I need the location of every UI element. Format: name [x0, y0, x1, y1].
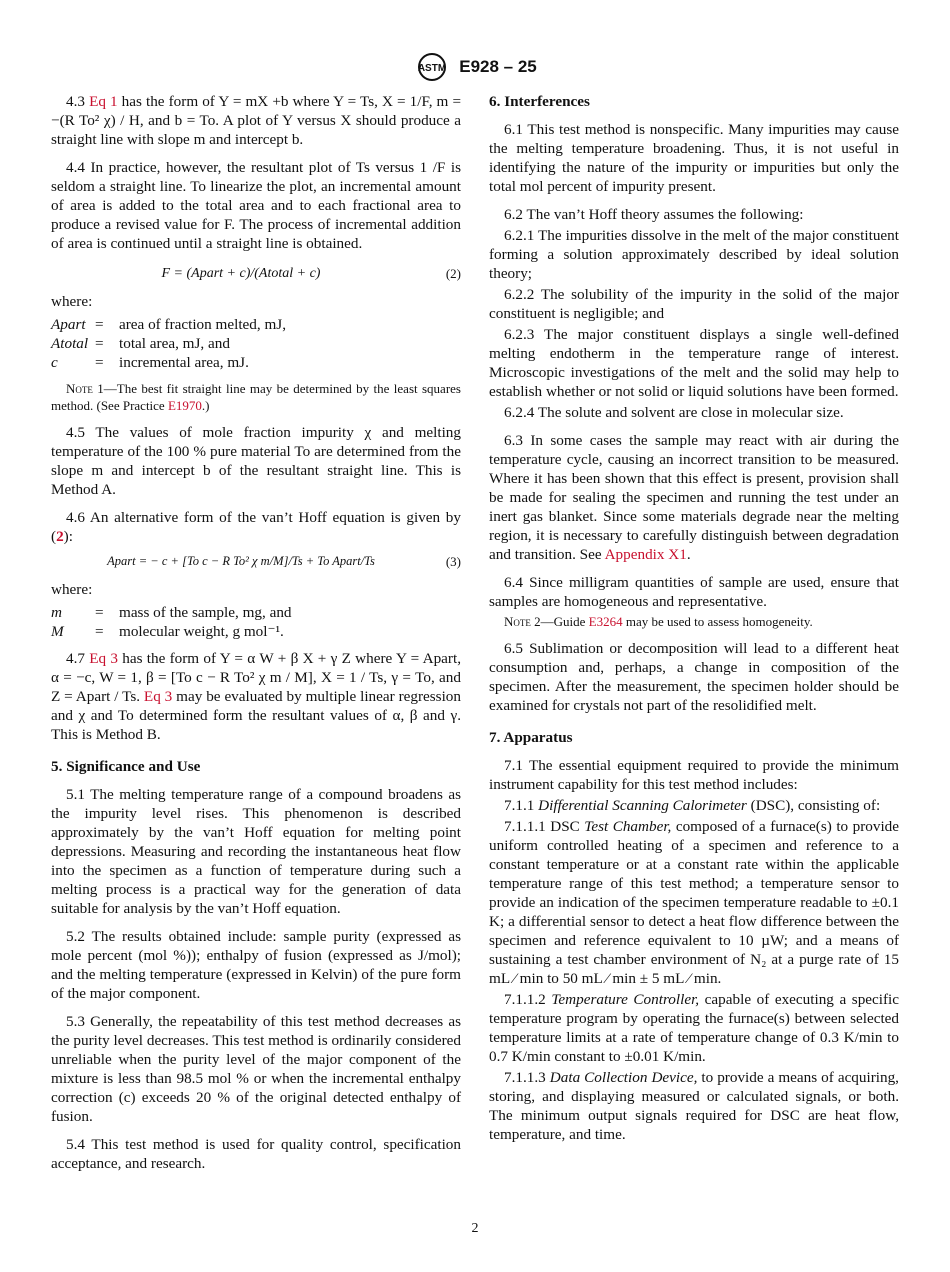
symbol: M [51, 623, 64, 640]
paragraph-7-1-1-3 [489, 1068, 899, 1144]
definition-row [51, 334, 286, 353]
section-heading-5: 5. Significance and Use [51, 758, 201, 775]
paragraph-text: (DSC), consisting of: [746, 797, 881, 814]
definition-row [51, 315, 286, 334]
symbol: c [51, 354, 58, 371]
equation-body: F = (Apart + c)/(Atotal + c) [161, 266, 321, 281]
paragraph-4-5: 4.5 The values of mole fraction impurity χ and melting temperature of the 100 % pure material To are determined from the slope m and intercept b of the resultant straight line. This is Method A. [51, 424, 461, 498]
symbol: Atotal [51, 335, 89, 352]
paragraph-tail: . [686, 546, 691, 563]
equals: = [95, 623, 104, 640]
paragraph-5-4: 5.4 This test method is used for quality control, specification acceptance, and research. [51, 1136, 461, 1172]
paragraph-6-2: 6.2 The van’t Hoff theory assumes the following: [504, 206, 804, 223]
paragraph-7-1-1-1 [489, 817, 899, 988]
note-label: Note 1 [66, 381, 104, 396]
paragraph-tail: ): [63, 528, 73, 545]
paragraph-6-2-4: 6.2.4 The solute and solvent are close in molecular size. [504, 404, 844, 421]
paragraph-number: 4.7 [66, 650, 90, 667]
eq3-link[interactable]: Eq 3 [89, 650, 118, 667]
paragraph-number: 7.1.1 [504, 797, 539, 814]
right-column [489, 92, 899, 1153]
paragraph-4-6 [51, 508, 461, 546]
section-heading-6: 6. Interferences [489, 93, 590, 110]
e3264-link[interactable]: E3264 [588, 614, 623, 629]
paragraph-text: may be evaluated by multiple linear regression and χ and To determined form the resultant values of α, β and γ. This is Method B. [51, 688, 461, 743]
term: Data Collection Device, [549, 1069, 698, 1086]
paragraph-7-1: 7.1 The essential equipment required to provide the minimum instrument capability for this test method includes: [489, 757, 899, 793]
definition: total area, mJ, and [119, 335, 230, 352]
paragraph-text: 4.6 An alternative form of the van’t Hoff equation is given by ( [51, 509, 461, 545]
definitions-list-1 [51, 315, 286, 372]
paragraph-7-1-1 [489, 796, 899, 815]
equals: = [95, 354, 104, 371]
paragraph-5-1: 5.1 The melting temperature range of a compound broadens as the impurity level rises. This phenomenon is described approximately by the van’t Hoff equation for melting point depressions. Measuring and recording the instantaneous heat flow into the specimen as a function of temperature during such a melting process is a practical way for the generation of data suitable for analysis by the van’t Hoff equation. [51, 786, 461, 917]
definitions-list-2 [51, 603, 292, 641]
section-heading-7: 7. Apparatus [489, 729, 573, 746]
paragraph-text: has the form of Y = mX +b where Y = Ts, X = 1/F, m = −(R To² χ) / H, and b = To. A plot of Y versus X should produce a straight line with slope m and intercept b. [51, 93, 462, 148]
paragraph-6-3 [489, 431, 899, 564]
definition-row [51, 603, 292, 622]
left-column [51, 92, 461, 1182]
page-header [0, 52, 950, 82]
paragraph-6-2-1: 6.2.1 The impurities dissolve in the melt of the major constituent forming a solution approximately described by ideal solution theory; [489, 227, 899, 282]
note-text: —Guide [540, 614, 589, 629]
paragraph-number: 7.1.1.2 [504, 991, 552, 1008]
equation-number: (3) [445, 554, 461, 569]
paragraph-4-4: 4.4 In practice, however, the resultant plot of Ts versus 1 /F is seldom a straight line. To linearize the plot, an incremental amount of area is added to the total area and to each fractional area to produce a revised value for F. The process of incremental addition of area is continued until a straight line is obtained. [51, 159, 461, 252]
paragraph-5-3: 5.3 Generally, the repeatability of this test method decreases as the purity level decreases. This test method is ordinarily considered unreliable when the purity level of the major component of the mixture is less than 98.5 mol % or when the incremental enthalpy correction (c) exceeds 20 % of the original detected enthalpy of fusion. [51, 1013, 461, 1125]
svg-text:ASTM: ASTM [418, 63, 447, 74]
equation-number: (2) [445, 266, 461, 281]
e1970-link[interactable]: E1970 [167, 398, 202, 413]
paragraph-text: 6.3 In some cases the sample may react with air during the temperature cycle, causing an incorrect transition to be measured. Where it has been shown that this effect is present, provision shall be made for sealing the specimen and running the test under an inert gas blanket. Since some materials degrade near the melting region, it is necessary to carefully distinguish between degradation and transition. See [489, 432, 899, 563]
definition: molecular weight, g mol⁻¹. [119, 623, 284, 640]
astm-logo-icon [413, 52, 451, 82]
note-tail: .) [201, 398, 210, 413]
paragraph-6-2-2: 6.2.2 The solubility of the impurity in the solid of the major constituent is negligible; and [489, 286, 899, 322]
paragraph-number: 7.1.1.1 DSC [504, 818, 585, 835]
definition: mass of the sample, mg, and [119, 604, 292, 621]
paragraph-text: composed of a furnace(s) to provide uniform controlled heating of a specimen and reference to a constant temperature or at a constant rate within the applicable temperature range of this test method; a temperature sensor to provide an indication of the specimen temperature readable to ±0.1 K; a differential sensor to detect a heat flow difference between the specimen and reference equivalent to 10 µW; and a means of sustaining a test chamber environment of N₂ at a purge rate of 15 mL ⁄ min to 50 mL ⁄ min ± 5 mL ⁄ min. [489, 818, 900, 987]
note-2 [489, 613, 899, 630]
equals: = [95, 335, 104, 352]
note-label: Note 2 [504, 614, 541, 629]
paragraph-number: 4.3 [66, 93, 90, 110]
note-1 [51, 380, 461, 414]
where-label: where: [51, 581, 93, 598]
paragraph-text: to provide a means of acquiring, storing, and displaying measured or calculated signals, or both. The minimum output signals required for DSC are heat flow, temperature, and time. [489, 1069, 899, 1143]
equation-body: Apart = − c + [To c − R To² χ m/M]/Ts + To Apart/Ts [107, 554, 375, 568]
note-text: —The best fit straight line may be determined by the least squares method. (See Practice [51, 381, 461, 413]
symbol: m [51, 604, 62, 621]
paragraph-6-5: 6.5 Sublimation or decomposition will lead to a different heat consumption and, perhaps, a change in composition of the specimen. After the measurement, the specimen holder should be examined for crystals not part of the resolidified melt. [489, 640, 899, 714]
document-designation: E928 – 25 [459, 57, 537, 76]
definition: incremental area, mJ. [119, 354, 249, 371]
paragraph-number: 7.1.1.3 [504, 1069, 550, 1086]
term: Differential Scanning Calorimeter [538, 797, 747, 814]
eq1-link[interactable]: Eq 1 [89, 93, 118, 110]
page-number: 2 [471, 1221, 479, 1236]
term: Test Chamber, [584, 818, 672, 835]
paragraph-6-1: 6.1 This test method is nonspecific. Many impurities may cause the melting temperature broadening. Thus, it is not useful in identifying the nature of the impurity or impurities but only the total mol percent of impurity present. [489, 121, 899, 195]
paragraph-5-2: 5.2 The results obtained include: sample purity (expressed as mole percent (mol %)); enthalpy of fusion (expressed as J/mol); and the melting temperature (expressed in Kelvin) of the pure form of the major component. [51, 928, 461, 1002]
symbol: Apart [51, 316, 86, 333]
eq3-link[interactable]: Eq 3 [143, 688, 173, 705]
paragraph-text: capable of executing a specific temperature program by operating the furnace(s) between selected temperature limits at a rate of temperature change of 0.3 K/min to 0.7 K/min constant to ±0.01 K/min. [489, 991, 900, 1065]
reference-2-link[interactable]: 2 [56, 528, 64, 545]
paragraph-4-7 [51, 649, 461, 744]
equals: = [95, 316, 104, 333]
equation-3 [51, 550, 461, 574]
definition-row [51, 353, 286, 372]
note-tail: may be used to assess homogeneity. [622, 614, 813, 629]
equation-2 [51, 262, 461, 286]
term: Temperature Controller, [551, 991, 700, 1008]
appendix-x1-link[interactable]: Appendix X1 [604, 546, 687, 563]
paragraph-6-4: 6.4 Since milligram quantities of sample are used, ensure that samples are homogeneous and representative. [489, 574, 899, 610]
definition: area of fraction melted, mJ, [119, 316, 286, 333]
paragraph-6-2-3: 6.2.3 The major constituent displays a single well-defined melting endotherm in the temperature range of interest. Microscopic investigations of the melt and the solid may help to establish whether or not solid or liquid solutions have been formed. [489, 326, 899, 400]
definition-row [51, 622, 292, 641]
paragraph-4-3 [51, 92, 461, 149]
paragraph-7-1-1-2 [489, 990, 899, 1066]
equals: = [95, 604, 104, 621]
paragraph-text: has the form of Y = α W + β X + γ Z where Y = Apart, α = −c, W = 1, β = [To c − R To² χ m / M], X = 1 / Ts, γ = To, and Z = Apart / Ts. [51, 650, 461, 705]
where-label: where: [51, 293, 93, 310]
